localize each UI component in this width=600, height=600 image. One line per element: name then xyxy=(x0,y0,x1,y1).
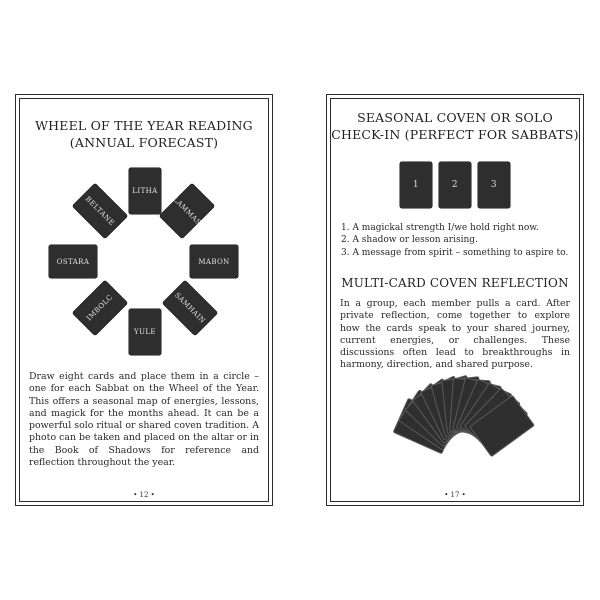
checkin-card-1: 1 xyxy=(400,162,432,208)
left-page-title xyxy=(16,117,272,151)
list-item: 2. A shadow or lesson arising. xyxy=(341,235,478,246)
card-lammas: LAMMAS xyxy=(159,183,214,238)
left-page-body: Draw eight cards and place them in a circle – one for each Sabbat on the Wheel of the Year. This offers a seasonal map of energies, lessons, and magick for the months ahead. It can be a powerful solo ritual or shared coven tradition. A photo can be taken and placed on the altar or in the Book of Shadows for reference and reflection throughout the year. xyxy=(29,371,259,469)
left-title-line1: WHEEL OF THE YEAR READING xyxy=(35,118,253,133)
list-item: 1. A magickal strength I/we hold right now. xyxy=(341,223,539,233)
right-page-number: • 17 • xyxy=(444,491,466,499)
card-ostara: OSTARA xyxy=(49,245,97,278)
card-mabon: MABON xyxy=(190,245,238,278)
right-title-line2: CHECK-IN (PERFECT FOR SABBATS) xyxy=(331,127,579,142)
left-page xyxy=(15,94,273,506)
right-title-line1: SEASONAL COVEN OR SOLO xyxy=(357,110,553,125)
fanned-card-deck xyxy=(327,95,583,505)
right-page xyxy=(326,94,584,506)
left-title-line2: (ANNUAL FORECAST) xyxy=(69,135,219,150)
card-yule: YULE xyxy=(129,309,161,355)
section-title: MULTI-CARD COVEN REFLECTION xyxy=(341,276,569,290)
section-body: In a group, each member pulls a card. After private reflection, come together to explore how the cards speak to your shared journey, current energies, or challenges. These discussions often lead to breakthroughs in harmony, direction, and shared purpose. xyxy=(340,298,570,371)
card-imbolc: IMBOLC xyxy=(72,280,127,335)
card-samhain: SAMHAIN xyxy=(162,280,217,335)
checkin-card-2: 2 xyxy=(439,162,471,208)
list-item: 3. A message from spirit – something to aspire to. xyxy=(341,247,569,258)
card-beltane: BELTANE xyxy=(72,183,127,238)
checkin-card-3: 3 xyxy=(478,162,510,208)
card-litha: LITHA xyxy=(129,168,161,214)
left-page-number: • 12 • xyxy=(133,491,155,499)
